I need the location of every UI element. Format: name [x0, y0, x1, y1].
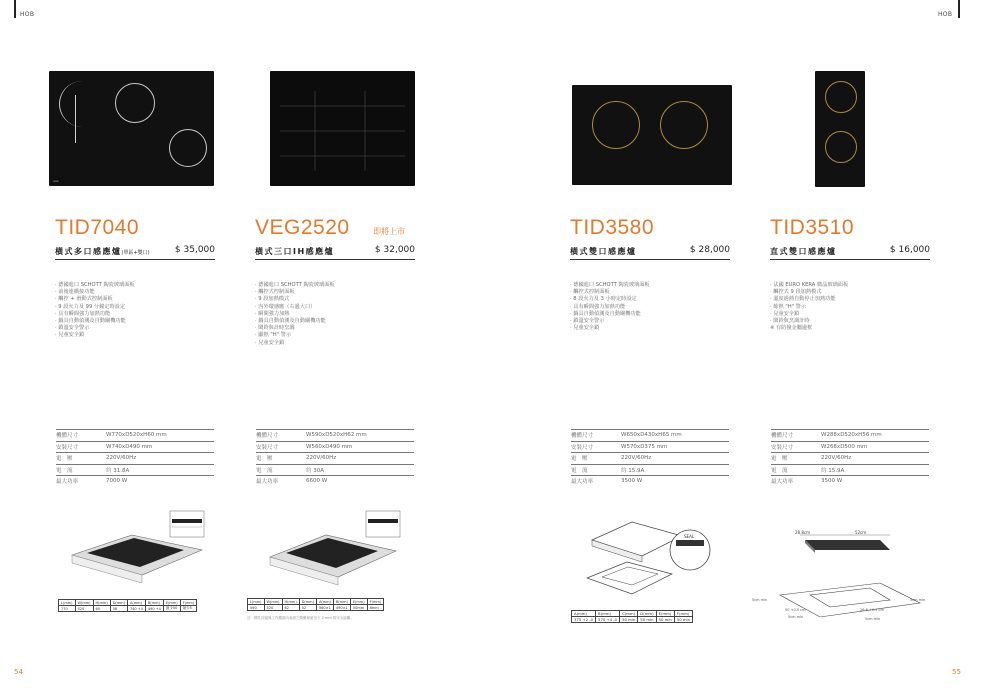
brand-logo: aaa — [53, 179, 59, 183]
spec-table — [56, 429, 214, 487]
spec-table — [256, 429, 414, 487]
cooking-zone — [660, 101, 708, 149]
feature-item: · 具有瞬間強力加熱功能 — [570, 303, 626, 310]
feature-item: · 德國進口 SCHOTT 陶瓷玻璃面板 — [570, 282, 650, 288]
feature-item: · 德國進口 SCHOTT 陶瓷玻璃面板 — [55, 282, 135, 288]
dimension-label: 50 +0.5 cm — [785, 608, 806, 612]
feature-item: · 鍋具自動偵測及自動關機功能 — [570, 310, 641, 317]
feature-item: · 兒童安全鎖 — [570, 325, 600, 332]
feature-item: · 鎖溫安全警示 — [55, 325, 90, 332]
product-title-row — [770, 243, 930, 260]
dimension-label: 5cm min — [752, 598, 768, 602]
feature-item: · 觸控 + 滑動式控制面板 — [55, 296, 113, 303]
table-row: 590 520 62 52 560±1 490±1 50mm 8mm — [248, 605, 384, 611]
spec-row: 機體尺寸 W770xD520xH60 mm — [56, 429, 214, 442]
cooking-zone — [169, 129, 207, 167]
feature-item: · 具有瞬間強力加熱功能 — [55, 310, 111, 317]
feature-item: · 瞬間強力加熱 — [255, 310, 290, 317]
spec-row: 安裝尺寸 W268xD500 mm — [771, 442, 929, 454]
installation-diagram — [752, 525, 945, 625]
feature-item: · 觸控式控制面板 — [570, 289, 610, 296]
table-row: 770 520 60 58 740 +4 490 +4 最少50 最少5 — [59, 606, 197, 612]
spec-table — [571, 429, 729, 487]
feature-item: · 餘熱 "H" 警示 — [770, 303, 807, 310]
product-image-tid3510 — [815, 71, 865, 187]
header-right-bar — [958, 0, 960, 18]
spec-row: 電 壓 220V/60Hz — [771, 453, 929, 465]
feature-list — [570, 282, 730, 332]
product-name: 橫式雙口感應爐 — [570, 247, 637, 256]
feature-item: · 兒童安全鎖 — [255, 339, 285, 346]
installation-note: 註：開孔四邊與工作檯面內表面之間應保留至少 2 mm 的安全距離。 — [247, 616, 354, 620]
page-number-left: 54 — [14, 668, 23, 676]
feature-list — [770, 282, 930, 332]
dimension-label: 52cm — [855, 530, 867, 535]
spec-row: 電 壓 220V/60Hz — [56, 453, 214, 465]
spec-row: 機體尺寸 W590xD520xH62 mm — [256, 429, 414, 442]
dimension-label: 5cm min — [910, 598, 926, 602]
spec-row: 電 流 約 15.9A — [771, 465, 929, 477]
cooking-zone — [825, 81, 857, 113]
product-price: $ 35,000 — [174, 245, 215, 255]
product-image-tid7040 — [49, 71, 214, 186]
zone-grid-lines — [270, 71, 415, 186]
product-price: $ 16,000 — [889, 245, 930, 255]
dimension-label: 28.8cm — [795, 530, 811, 535]
feature-item: · 觸控式 9 段加熱模式 — [770, 289, 822, 296]
feature-list — [55, 282, 215, 340]
dimension-table — [571, 610, 693, 623]
header-left-label: HOB — [20, 11, 35, 18]
flex-zone-line — [75, 95, 76, 143]
product-title-row — [255, 243, 415, 260]
spec-row: 電 流 約 31.8A — [56, 465, 214, 477]
feature-item: · 兒童安全鎖 — [55, 332, 85, 339]
dimension-table — [58, 599, 197, 612]
feature-item: · 鬧鈴與烹調計時 — [770, 318, 810, 325]
product-image-veg2520 — [270, 71, 415, 186]
feature-list — [255, 282, 415, 347]
product-image-tid3580 — [572, 85, 732, 185]
spec-row: 安裝尺寸 W570xD375 mm — [571, 442, 729, 454]
feature-item: · 9 段火力及 99 分鐘定時設定 — [55, 303, 126, 310]
product-price: $ 32,000 — [374, 245, 415, 255]
table-header-row: L(mm) W(mm) H(mm) D(mm) A(mm) B(mm) E(mm) F(mm) — [59, 600, 197, 606]
cooking-zone — [592, 101, 640, 149]
seal-label: SEAL — [684, 534, 695, 539]
dimension-label: 5cm min — [865, 617, 881, 621]
spec-row: 電 壓 220V/60Hz — [256, 453, 414, 465]
feature-item: · 鍋具自動偵測及自動關機功能 — [55, 318, 126, 325]
dimension-label: 26.8 +0.5 cm — [860, 608, 884, 612]
feature-item: · 前後連橋接功能 — [55, 289, 95, 296]
spec-row: 電 流 約 15.9A — [571, 465, 729, 477]
table-header-row: L(mm) W(mm) H(mm) D(mm) A(mm) B(mm) E(mm) F(mm) — [248, 599, 384, 605]
spec-row: 安裝尺寸 W560xD490 mm — [256, 442, 414, 454]
spec-row: 電 流 約 30A — [256, 465, 414, 477]
spec-row: 安裝尺寸 W740xD490 mm — [56, 442, 214, 454]
model-name: TID7040 — [55, 216, 140, 239]
feature-item: · 溫度過熱自動停止加熱功能 — [770, 296, 836, 303]
page-number-right: 55 — [952, 668, 961, 676]
header-left-bar — [14, 0, 16, 18]
product-name: 直式雙口感應爐 — [770, 247, 837, 256]
spec-row: 機體尺寸 W650xD430xH65 mm — [571, 429, 729, 442]
feature-item: · 德國進口 SCHOTT 陶瓷玻璃面板 — [255, 282, 335, 288]
product-title-row — [55, 243, 215, 260]
model-name: TID3510 — [770, 216, 855, 239]
table-row: 375 +2 -0 570 +4 -0 50 min 50 min 50 min 50 min — [572, 617, 693, 623]
feature-item: · 顯熱 "H" 警示 — [255, 332, 292, 339]
model-name: VEG2520 — [255, 216, 350, 239]
feature-item: · 9 段加熱模式 — [255, 296, 290, 303]
feature-item: · 鎖溫安全警示 — [570, 318, 605, 325]
product-title-row — [570, 243, 730, 260]
table-header-row: A(mm) B(mm) C(mm) D(mm) E(mm) F(mm) — [572, 611, 693, 617]
cooking-zone — [115, 83, 155, 123]
spec-row: 最大功率 3500 W — [771, 478, 843, 486]
product-name: 橫式多口感應爐(單區+雙口) — [55, 247, 150, 256]
model-name: TID3580 — [570, 216, 655, 239]
installation-diagram — [62, 505, 212, 595]
cooking-zone — [59, 81, 106, 127]
spec-row: 最大功率 3500 W — [571, 478, 643, 486]
product-name: 橫式三口IH感應爐 — [255, 247, 335, 256]
dimension-label: 5cm min — [788, 615, 804, 619]
spec-row: 電 壓 220V/60Hz — [571, 453, 729, 465]
feature-item: · 觸控式控制面板 — [255, 289, 295, 296]
feature-item: · 法國 EURO KERA 微晶玻璃面板 — [770, 282, 849, 288]
spec-row: 最大功率 7000 W — [56, 478, 128, 486]
spec-row: 機體尺寸 W288xD520xH56 mm — [771, 429, 929, 442]
coming-soon-badge: 即將上市 — [373, 227, 405, 236]
cooking-zone — [825, 131, 857, 163]
product-price: $ 28,000 — [689, 245, 730, 255]
feature-item: · 8 段火力及 3 小時定時設定 — [570, 296, 637, 303]
spec-table — [771, 429, 929, 487]
installation-diagram — [258, 505, 408, 595]
spec-row: 最大功率 6600 W — [256, 478, 328, 486]
feature-item: · 兒童安全鎖 — [770, 310, 800, 317]
installation-diagram — [572, 510, 722, 610]
feature-item: ※ 有防撞金屬邊框 — [770, 325, 813, 332]
feature-item: · 內外環感應（右邊大口） — [255, 303, 316, 310]
dimension-table — [247, 598, 384, 611]
header-right-label: HOB — [938, 11, 953, 18]
feature-item: · 鍋具自動偵測及自動關機功能 — [255, 318, 326, 325]
feature-item: · 鬧鈴與計時烹調 — [255, 325, 295, 332]
